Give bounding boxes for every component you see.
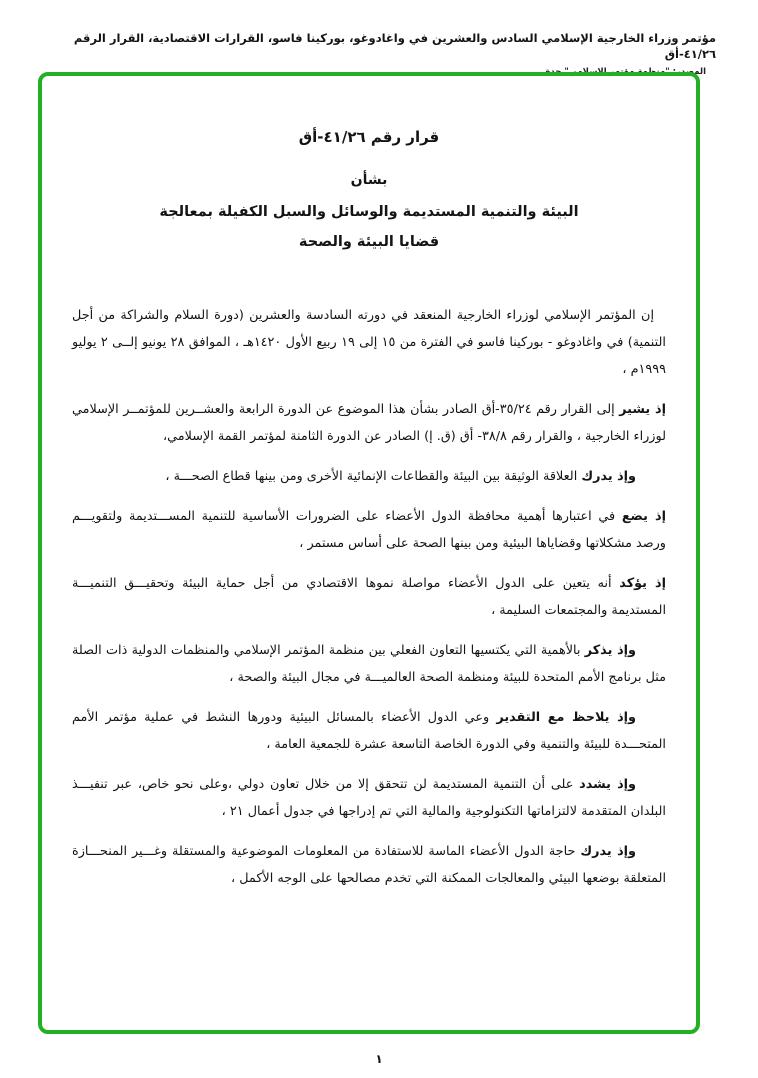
- paragraph-bearing-in-mind: [72, 503, 666, 557]
- header-source-line: مؤتمر وزراء الخارجية الإسلامي السادس والعشرين في واغادوغو، بوركينا فاسو، القرارات الاقتصادية، القرار الرقم ٤١/٢٦-أق: [73, 31, 716, 61]
- green-border-frame: [38, 72, 700, 1034]
- paragraph-lead: وإذ يذكر: [584, 643, 636, 658]
- paragraph-noting-appreciation: [72, 704, 666, 758]
- paragraph-aware-relation: [72, 463, 666, 490]
- paragraph-aware-need: [72, 838, 666, 892]
- paragraph-lead: إذ يؤكد: [619, 576, 666, 591]
- paragraph-text: العلاقة الوثيقة بين البيئة والقطاعات الإنمائية الأخرى ومن بينها قطاع الصحـــة ،: [165, 469, 582, 484]
- resolution-number-title: قرار رقم ٤١/٢٦-أق: [298, 128, 440, 146]
- paragraph-lead: وإذ يدرك: [581, 469, 636, 484]
- paragraph-text: إن المؤتمر الإسلامي لوزراء الخارجية المنعقد في دورته السادسة والعشرين (دورة السلام والشراكة من أجل التنمية) في واغادوغو - بوركينا فاسو في الفترة من ١٥ إلى ١٩ ربيع الأول ١٤٢٠هـ ، الموافق ٢٨ يونيو إلــى ٢ يوليو ١٩٩٩م ،: [72, 308, 666, 377]
- paragraph-text: وعي الدول الأعضاء بالمسائل البيئية ودورها النشط في عملية مؤتمر الأمم المتحـــدة للبيئة والتنمية وفي الدورة الخاصة التاسعة عشرة للجمعية العامة ،: [72, 710, 666, 752]
- header-source-note: المصدر: "منظمة مؤتمر الاسلامي" جدة: [545, 67, 706, 77]
- resolution-title-block: [72, 128, 666, 250]
- resolution-subject-label: بشأن: [350, 172, 388, 188]
- resolution-subject-line2: قضايا البيئة والصحة: [298, 234, 440, 250]
- document-header: [40, 30, 716, 77]
- resolution-subject-line1: البيئة والتنمية المستديمة والوسائل والسبل الكفيلة بمعالجة: [159, 204, 579, 220]
- page-number: ١: [375, 1052, 383, 1066]
- paragraph-lead: وإذ يدرك: [580, 844, 636, 859]
- paragraph-text: أنه يتعين على الدول الأعضاء مواصلة نموها الاقتصادي من أجل حماية البيئة وتحقيـــق التنميـــة المستديمة والمجتمعات السليمة ،: [72, 576, 666, 618]
- paragraph-recalling: [72, 396, 666, 450]
- paragraph-stressing: [72, 771, 666, 825]
- paragraph-text: حاجة الدول الأعضاء الماسة للاستفادة من المعلومات الموضوعية والمستقلة وغـــير المنحـــازة المتعلقة بوضعها البيئي والمعالجات الممكنة التي تخدم مصالحها على الوجه الأكمل ،: [72, 844, 666, 886]
- paragraph-text: على أن التنمية المستديمة لن تتحقق إلا من خلال تعاون دولي ،وعلى نحو خاص، عبر تنفيـــذ البلدان المتقدمة لالتزاماتها التكنولوجية والمالية التي تم إدراجها في جدول أعمال ٢١ ،: [72, 777, 666, 819]
- paragraph-recalling-cooperation: [72, 637, 666, 691]
- paragraph-affirming: [72, 570, 666, 624]
- paragraph-lead: وإذ يشدد: [579, 777, 636, 792]
- paragraph-lead: إذ يشير: [619, 402, 666, 417]
- resolution-body: [72, 302, 666, 892]
- paragraph-text: إلى القرار رقم ٣٥/٢٤-أق الصادر بشأن هذا الموضوع عن الدورة الرابعة والعشــرين للمؤتمــر الإسلامي لوزراء الخارجية ، والقرار رقم ٣٨/٨- أق (ق. إ) الصادر عن الدورة الثامنة لمؤتمر القمة الإسلامي،: [72, 402, 666, 444]
- paragraph-lead: وإذ يلاحظ مع التقدير: [496, 710, 636, 725]
- paragraph-preamble: [72, 302, 666, 383]
- paragraph-lead: إذ يضع: [621, 509, 666, 524]
- paragraph-text: بالأهمية التي يكتسيها التعاون الفعلي بين منظمة المؤتمر الإسلامي والمنظمات الدولية ذات الصلة مثل برنامج الأمم المتحدة للبيئة ومنظمة الصحة العالميـــة في مجال البيئة والصحة ،: [72, 643, 666, 685]
- paragraph-text: في اعتبارها أهمية محافظة الدول الأعضاء على الضرورات الأساسية للتنمية المســـتديمة ولتقويـــم ورصد مشكلاتها وقضاياها البيئية ومن بينها الصحة على أساس مستمر ،: [72, 509, 666, 551]
